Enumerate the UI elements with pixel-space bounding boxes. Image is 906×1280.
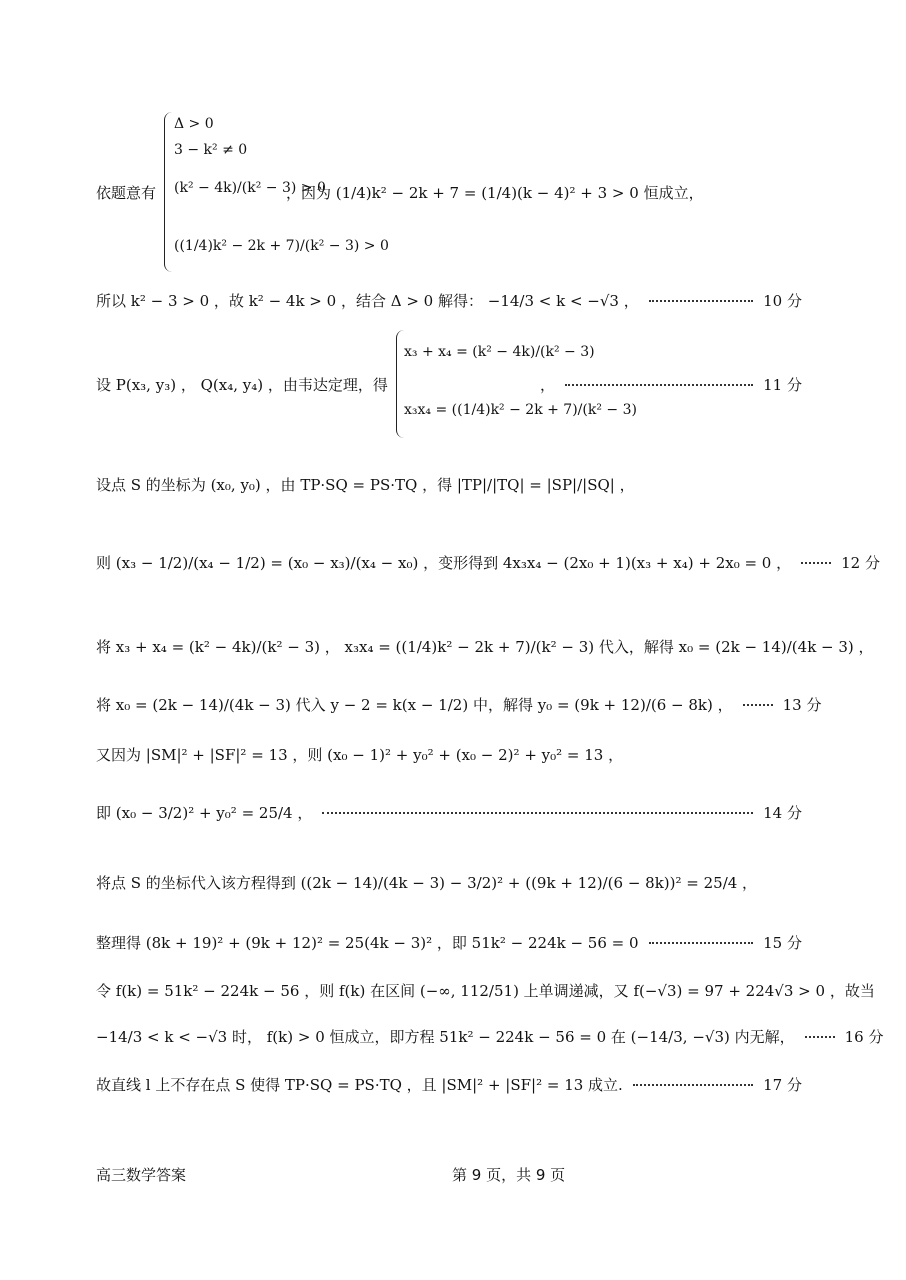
solution-line: 设 P(x₃, y₃) ， Q(x₄, y₄) ，由韦达定理，得 — [96, 376, 388, 394]
score-label: 13 分 — [782, 696, 822, 714]
score-label: 16 分 — [844, 1028, 884, 1046]
leader-dots — [649, 942, 754, 944]
solution-line: 即 (x₀ − 3/2)² + y₀² = 25/4 ， 14 分 — [96, 804, 802, 822]
score-label: 17 分 — [763, 1076, 802, 1094]
vieta-item: x₃x₄ = ((1/4)k² − 2k + 7)/(k² − 3) — [404, 402, 637, 418]
case-item: Δ > 0 — [174, 116, 214, 132]
case-item: (k² − 4k)/(k² − 3) > 0 — [174, 180, 326, 196]
footer-subject: 高三数学答案 — [96, 1166, 187, 1184]
vieta-tail-line: ， 11 分 — [540, 376, 802, 394]
condition-lead: 依题意有 — [96, 184, 157, 202]
solution-line: 故直线 l 上不存在点 S 使得 TP·SQ = PS·TQ ，且 |SM|² + |SF|² = 13 成立. 17 分 — [96, 1076, 802, 1094]
solution-line: 又因为 |SM|² + |SF|² = 13 ，则 (x₀ − 1)² + y₀² + (x₀ − 2)² + y₀² = 13 ， — [96, 746, 624, 764]
solution-line: 则 (x₃ − 1/2)/(x₄ − 1/2) = (x₀ − x₃)/(x₄ − x₀) ，变形得到 4x₃x₄ − (2x₀ + 1)(x₃ + x₄) + 2x₀ = 0 ， 12 分 — [96, 554, 880, 572]
leader-dots — [633, 1084, 753, 1086]
solution-line: 整理得 (8k + 19)² + (9k + 12)² = 25(4k − 3)² ，即 51k² − 224k − 56 = 0 15 分 — [96, 934, 802, 952]
solution-line: 将 x₀ = (2k − 14)/(4k − 3) 代入 y − 2 = k(x − 1/2) 中，解得 y₀ = (9k + 12)/(6 − 8k) ， 13 分 — [96, 696, 822, 714]
footer-page-number: 第 9 页，共 9 页 — [452, 1166, 566, 1184]
score-label: 11 分 — [763, 376, 802, 394]
leader-dots — [649, 300, 753, 302]
leader-dots — [322, 812, 753, 814]
score-label: 14 分 — [763, 804, 802, 822]
solution-line: −14/3 < k < −√3 时， f(k) > 0 恒成立，即方程 51k² − 224k − 56 = 0 在 (−14/3, −√3) 内无解， 16 分 — [96, 1028, 884, 1046]
score-label: 15 分 — [763, 934, 802, 952]
because-text: ，因为 (1/4)k² − 2k + 7 = (1/4)(k − 4)² + 3 > 0 恒成立， — [286, 184, 704, 202]
leader-dots — [805, 1036, 835, 1038]
leader-dots — [743, 704, 773, 706]
leader-dots — [565, 384, 753, 386]
leader-dots — [801, 562, 831, 564]
vieta-item: x₃ + x₄ = (k² − 4k)/(k² − 3) — [404, 344, 595, 360]
solution-line: 所以 k² − 3 > 0 ，故 k² − 4k > 0 ，结合 Δ > 0 解得： −14/3 < k < −√3 ， 10 分 — [96, 292, 802, 310]
solution-line: 将点 S 的坐标代入该方程得到 ((2k − 14)/(4k − 3) − 3/2)² + ((9k + 12)/(6 − 8k))² = 25/4 ， — [96, 874, 758, 892]
solution-line: 设点 S 的坐标为 (x₀, y₀) ，由 TP·SQ = PS·TQ ，得 |TP|/|TQ| = |SP|/|SQ| ， — [96, 476, 635, 494]
score-label: 10 分 — [763, 292, 802, 310]
solution-line: 令 f(k) = 51k² − 224k − 56 ，则 f(k) 在区间 (−∞, 112/51) 上单调递减，又 f(−√3) = 97 + 224√3 > 0 ，故当 — [96, 982, 875, 1000]
solution-line: 将 x₃ + x₄ = (k² − 4k)/(k² − 3) ， x₃x₄ = ((1/4)k² − 2k + 7)/(k² − 3) 代入，解得 x₀ = (2k − 14)/(4k − 3) ， — [96, 638, 874, 656]
case-item: 3 − k² ≠ 0 — [174, 142, 248, 158]
score-label: 12 分 — [841, 554, 880, 572]
case-item: ((1/4)k² − 2k + 7)/(k² − 3) > 0 — [174, 238, 389, 254]
